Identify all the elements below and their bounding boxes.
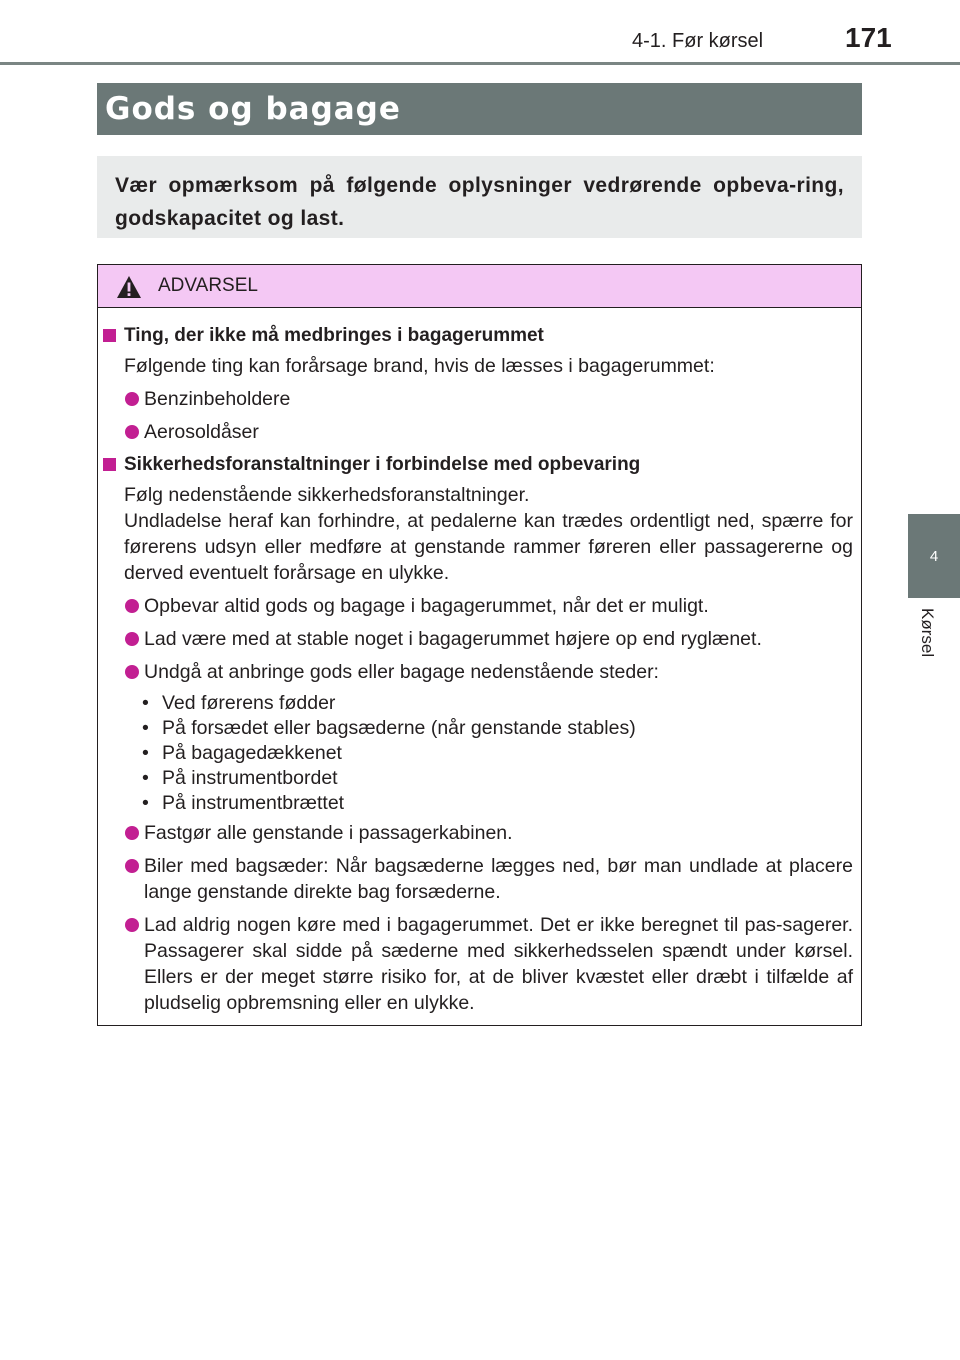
sub-list-item: • Ved førerens fødder: [98, 691, 853, 716]
warning-header: [98, 265, 861, 308]
chapter-label: Kørsel: [918, 608, 937, 658]
square-bullet-icon: [103, 458, 116, 471]
chapter-number: 4: [929, 547, 939, 565]
dot-bullet-icon: [125, 392, 139, 406]
list-item: Opbevar altid gods og bagage i bagagerummet, når det er muligt.: [98, 593, 853, 619]
page-title: Gods og bagage: [105, 91, 401, 127]
warning-label: ADVARSEL: [158, 275, 258, 296]
warning-body: [98, 308, 861, 1016]
section-paragraph: Følgende ting kan forårsage brand, hvis de læsses i bagagerummet:: [124, 355, 715, 377]
intro-text: Vær opmærksom på følgende oplysninger vedrørende opbeva-ring, godskapacitet og last.: [115, 174, 844, 230]
warning-box: [97, 264, 862, 1026]
dot-bullet-icon: [125, 632, 139, 646]
dot-bullet-icon: [125, 599, 139, 613]
title-bar: [97, 83, 862, 135]
section-heading: Ting, der ikke må medbringes i bagagerummet: [98, 323, 853, 348]
page-number: 171: [845, 22, 892, 53]
section-paragraph: Følg nedenstående sikkerhedsforanstaltninger. Undladelse heraf kan forhindre, at pedalerne kan trædes ordentligt ned, spærre for førerens udsyn eller medføre at genstande rammer føreren eller passagererne og derved eventuelt forårsage en ulykke.: [124, 484, 853, 584]
dot-bullet-icon: [125, 859, 139, 873]
section-label: 4-1. Før kørsel: [632, 30, 764, 52]
sub-list-item: • På forsædet eller bagsæderne (når genstande stables): [98, 716, 853, 741]
dot-bullet-icon: [125, 918, 139, 932]
sub-list-item: • På instrumentbordet: [98, 766, 853, 791]
square-bullet-icon: [103, 329, 116, 342]
intro-box: [97, 156, 862, 238]
list-item: Undgå at anbringe gods eller bagage nedenstående steder:: [98, 659, 853, 685]
sub-list-item: • På bagagedækkenet: [98, 741, 853, 766]
chapter-tab: [908, 514, 960, 598]
section-heading: Sikkerhedsforanstaltninger i forbindelse med opbevaring: [98, 452, 853, 477]
list-item: Biler med bagsæder: Når bagsæderne lægges ned, bør man undlade at placere lange genstande direkte bag forsæderne.: [98, 853, 853, 905]
list-item: Fastgør alle genstande i passagerkabinen.: [98, 820, 853, 846]
sub-list: [98, 691, 853, 816]
sub-list-item: • På instrumentbrættet: [98, 791, 853, 816]
header-divider: [0, 62, 960, 65]
list-item: Benzinbeholdere: [98, 386, 853, 412]
dot-bullet-icon: [125, 425, 139, 439]
dot-bullet-icon: [125, 665, 139, 679]
dot-bullet-icon: [125, 826, 139, 840]
warning-triangle-icon: [116, 275, 142, 304]
list-item: Lad aldrig nogen køre med i bagagerummet. Det er ikke beregnet til pas-sagerer. Passagerer skal sidde på sæderne med sikkerhedsselen spændt under kørsel. Ellers er der meget større risiko for, at de bliver kvæstet eller dræbt i tilfælde af pludselig opbremsning eller en ulykke.: [98, 912, 853, 1016]
list-item: Lad være med at stable noget i bagagerummet højere op end ryglænet.: [98, 626, 853, 652]
list-item: Aerosoldåser: [98, 419, 853, 445]
